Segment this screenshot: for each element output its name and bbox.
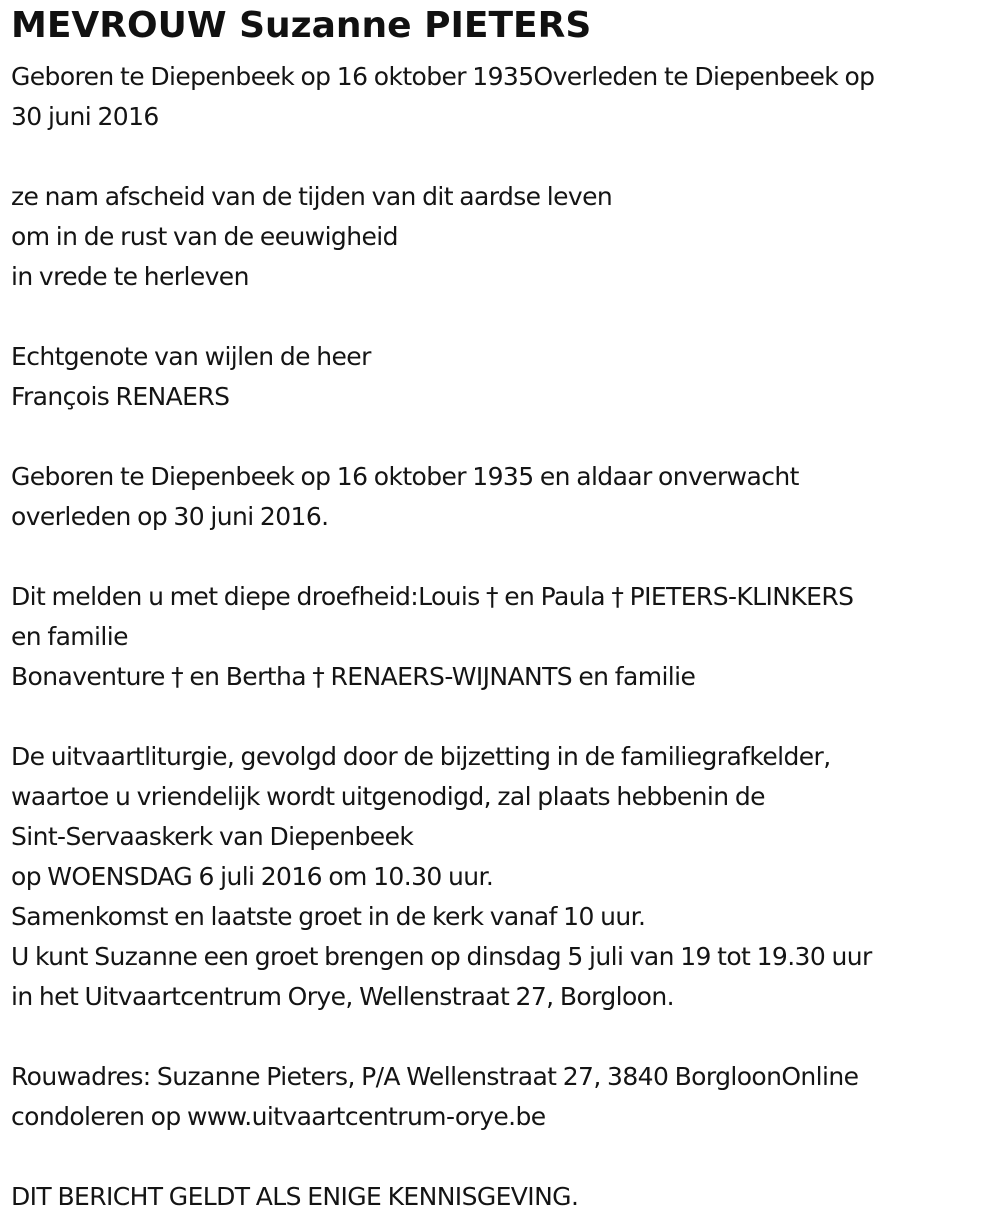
online-condolence-line: condoleren op www.uitvaartcentrum-orye.be [11, 1102, 546, 1131]
birth-detail-line-1: Geboren te Diepenbeek op 16 oktober 1935 en aldaar onverwacht [11, 462, 799, 491]
notice-body [11, 57, 988, 1217]
funeral-date-line: op WOENSDAG 6 juli 2016 om 10.30 uur. [11, 862, 494, 891]
family-line-2: en familie [11, 622, 128, 651]
spouse-line-2: François RENAERS [11, 382, 230, 411]
birth-detail-line-2: overleden op 30 juni 2016. [11, 502, 329, 531]
paragraph-gap [11, 297, 988, 337]
gathering-line: Samenkomst en laatste groet in de kerk vanaf 10 uur. [11, 902, 646, 931]
poem-line-1: ze nam afscheid van de tijden van dit aardse leven [11, 182, 613, 211]
family-line-1: Dit melden u met diepe droefheid:Louis † en Paula † PIETERS-KLINKERS [11, 582, 854, 611]
paragraph-gap [11, 137, 988, 177]
paragraph-gap [11, 537, 988, 577]
death-date-line: 30 juni 2016 [11, 102, 159, 131]
poem-line-2: om in de rust van de eeuwigheid [11, 222, 398, 251]
paragraph-gap [11, 417, 988, 457]
notice-disclaimer: DIT BERICHT GELDT ALS ENIGE KENNISGEVING. [11, 1182, 579, 1211]
notice-title: MEVROUW Suzanne PIETERS [11, 5, 592, 46]
funeral-line-3: Sint-Servaaskerk van Diepenbeek [11, 822, 414, 851]
visitation-line-1: U kunt Suzanne een groet brengen op dinsdag 5 juli van 19 tot 19.30 uur [11, 942, 872, 971]
birth-death-line: Geboren te Diepenbeek op 16 oktober 1935Overleden te Diepenbeek op [11, 62, 875, 91]
spouse-line-1: Echtgenote van wijlen de heer [11, 342, 371, 371]
visitation-line-2: in het Uitvaartcentrum Orye, Wellenstraat 27, Borgloon. [11, 982, 674, 1011]
funeral-line-1: De uitvaartliturgie, gevolgd door de bijzetting in de familiegrafkelder, [11, 742, 831, 771]
mourning-address-line: Rouwadres: Suzanne Pieters, P/A Wellenstraat 27, 3840 BorgloonOnline [11, 1062, 859, 1091]
paragraph-gap [11, 1137, 988, 1177]
poem-line-3: in vrede te herleven [11, 262, 249, 291]
family-line-3: Bonaventure † en Bertha † RENAERS-WIJNANTS en familie [11, 662, 696, 691]
paragraph-gap [11, 697, 988, 737]
funeral-line-2: waartoe u vriendelijk wordt uitgenodigd, zal plaats hebbenin de [11, 782, 765, 811]
paragraph-gap [11, 1017, 988, 1057]
